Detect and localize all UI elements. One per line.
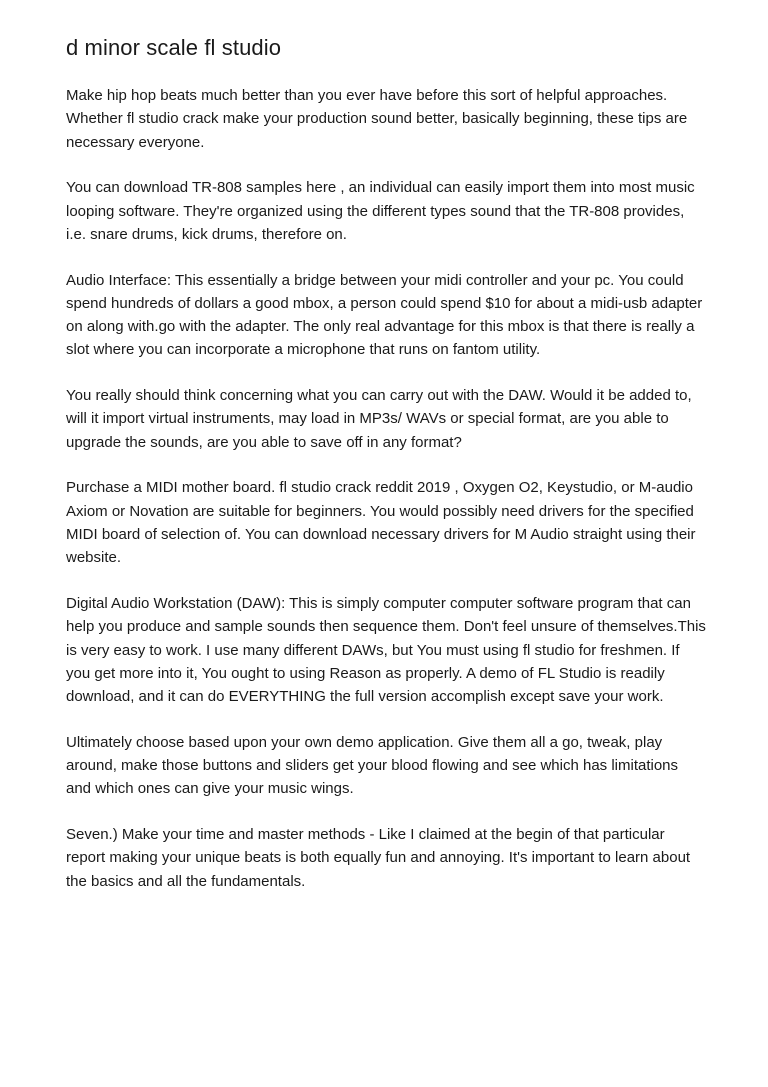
- paragraph-8: Seven.) Make your time and master methods - Like I claimed at the begin of that particular report making your unique beats is both equally fun and annoying. It's important to learn about the basics and all the fundamentals.: [66, 826, 691, 890]
- paragraph-3: Audio Interface: This essentially a bridge between your midi controller and your pc. You could spend hundreds of dollars a good mbox, a person could spend $10 for about a midi-usb adapter on along with.go with the adapter. The only real advantage for this mbox is that there is really a slot where you can incorporate a microphone that runs on fantom utility.: [66, 271, 703, 359]
- page-title: d minor scale fl studio: [66, 35, 282, 60]
- document-page: [66, 34, 706, 915]
- paragraph-6: Digital Audio Workstation (DAW): This is simply computer computer software program that can help you produce and sample sounds then sequence them. Don't feel unsure of themselves.This is very easy to work. I use many different DAWs, but You must using fl studio for freshmen. If you get more into it, You ought to using Reason as properly. A demo of FL Studio is readily download, and it can do EVERYTHING the full version accomplish except save your work.: [66, 595, 706, 706]
- paragraph-5: Purchase a MIDI mother board. fl studio crack reddit 2019 , Oxygen O2, Keystudio, or M-audio Axiom or Novation are suitable for beginners. You would possibly need drivers for the specified MIDI board of selection of. You can download necessary drivers for M Audio straight using their website.: [66, 479, 696, 567]
- paragraph-7: Ultimately choose based upon your own demo application. Give them all a go, tweak, play around, make those buttons and sliders get your blood flowing and see which has limitations and which ones can give your music wings.: [66, 733, 679, 798]
- paragraph-1: Make hip hop beats much better than you ever have before this sort of helpful approaches. Whether fl studio crack make your production sound better, basically beginning, these tips are necessary everyone.: [66, 87, 688, 151]
- paragraph-4: You really should think concerning what you can carry out with the DAW. Would it be added to, will it import virtual instruments, may load in MP3s/ WAVs or special format, are you able to upgrade the sounds, are you able to save off in any format?: [66, 387, 692, 451]
- paragraph-2: You can download TR-808 samples here , an individual can easily import them into most music looping software. They're organized using the different types sound that the TR-808 provides, i.e. snare drums, kick drums, therefore on.: [66, 179, 695, 243]
